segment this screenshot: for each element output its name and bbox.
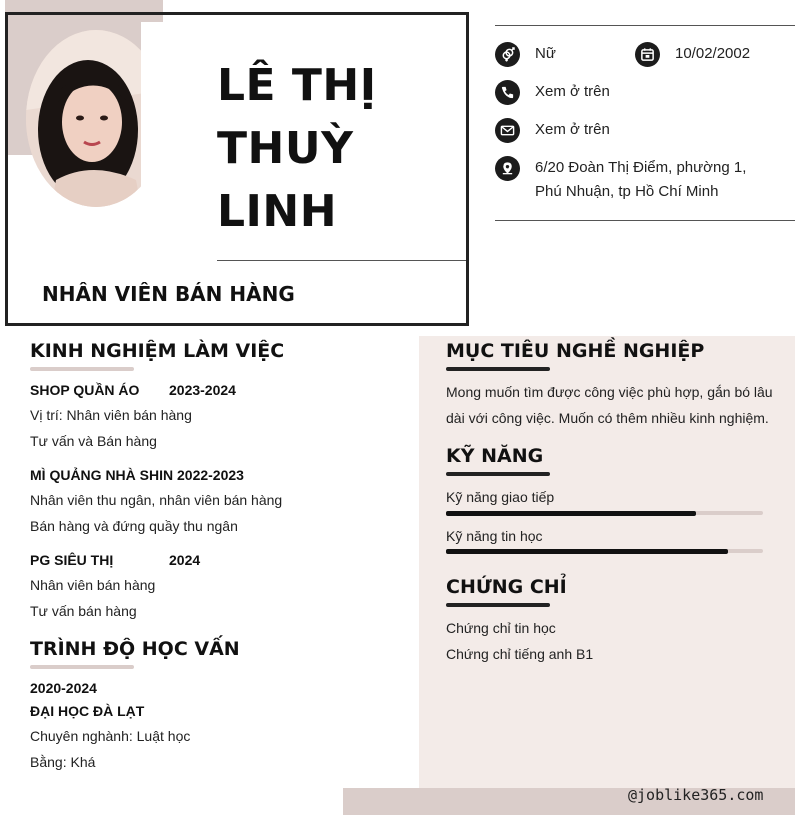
full-name [217,54,457,243]
skill-name: Kỹ năng tin học [446,528,543,544]
experience-company: SHOP QUẦN ÁO [30,382,140,398]
skill-bar-fill [446,511,696,516]
address-line: 6/20 Đoàn Thị Điểm, phường 1, [535,159,747,176]
certificate-item: Chứng chỉ tiếng anh B1 [446,646,594,662]
name-line: THUỲ [217,123,354,174]
experience-company: PG SIÊU THỊ [30,552,114,568]
footer-handle: @joblike365.com [628,786,764,804]
phone-icon [495,80,520,105]
objective-title: MỤC TIÊU NGHỀ NGHIỆP [446,340,705,362]
location-icon [495,156,520,181]
info-bottom-divider [495,220,795,221]
gender-icon [495,42,520,67]
objective-underline [446,367,550,371]
certificates-title: CHỨNG CHỈ [446,576,567,598]
experience-period: 2022-2023 [177,467,244,483]
experience-period: 2023-2024 [169,382,236,398]
birthdate-value: 10/02/2002 [675,45,751,62]
experience-detail: Nhân viên bán hàng [30,577,156,593]
calendar-icon [635,42,660,67]
skill-name: Kỹ năng giao tiếp [446,489,555,505]
education-school: ĐẠI HỌC ĐÀ LẠT [30,703,145,719]
education-title: TRÌNH ĐỘ HỌC VẤN [30,638,240,660]
objective-text: Mong muốn tìm được công việc phù hợp, gắn bó lâu dài với công việc. Muốn có thêm nhiều kinh nghiệm. [446,384,773,426]
education-period: 2020-2024 [30,680,97,696]
experience-detail: Bán hàng và đứng quầy thu ngân [30,518,238,534]
education-degree: Bằng: Khá [30,754,96,770]
certificates-underline [446,603,550,607]
experience-detail: Nhân viên thu ngân, nhân viên bán hàng [30,492,283,508]
gender-value: Nữ [535,45,556,62]
skill-bar-fill [446,549,728,554]
mail-icon [495,118,520,143]
experience-title: KINH NGHIỆM LÀM VIỆC [30,340,285,362]
skill-bar-track [446,549,763,553]
phone-value: Xem ở trên [535,83,610,100]
education-major: Chuyên nghành: Luật học [30,728,191,744]
skill-bar-track [446,511,763,515]
experience-company: MÌ QUẢNG NHÀ SHIN [30,467,174,483]
experience-detail: Vị trí: Nhân viên bán hàng [30,407,192,423]
skills-title: KỸ NĂNG [446,445,544,467]
certificate-item: Chứng chỉ tin học [446,620,556,636]
experience-period: 2024 [169,552,201,568]
education-underline [30,665,134,669]
experience-underline [30,367,134,371]
address-value [535,156,785,204]
experience-detail: Tư vấn bán hàng [30,603,137,619]
email-value: Xem ở trên [535,121,610,138]
skills-underline [446,472,550,476]
name-divider [217,260,466,261]
info-top-divider [495,25,795,26]
name-line: LÊ THỊ [217,60,377,111]
experience-detail: Tư vấn và Bán hàng [30,433,157,449]
address-line: Phú Nhuận, tp Hồ Chí Minh [535,183,719,200]
job-title: NHÂN VIÊN BÁN HÀNG [42,282,295,306]
name-line: LINH [217,186,338,237]
